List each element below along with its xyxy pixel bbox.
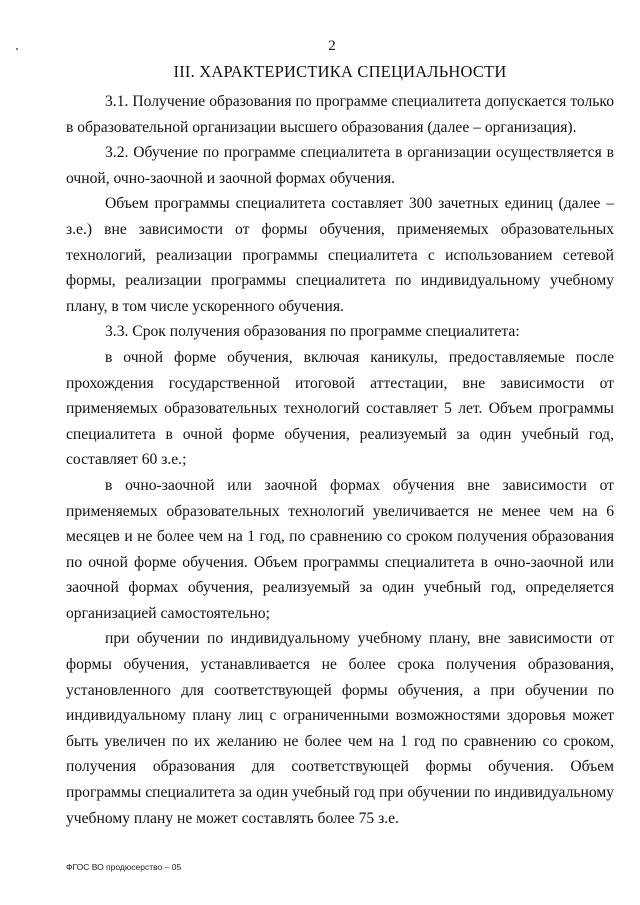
paragraph-part-time: в очно-заочной или заочной формах обучения вне зависимости от применяемых образовательных технологий увеличивается не менее чем на 6 месяцев и не более чем на 1 год, по сравнению со сроком получения образования по очной форме обучения. Объем программы специалитета в очно-заочной или заочной формах обучения, реализуемый за один учебный год, определяется организацией самостоятельно; [66, 476, 614, 622]
paragraph-individual-plan: при обучении по индивидуальному учебному плану, вне зависимости от формы обучения, устанавливается не более срока получения образования, установленного для соответствующей формы обучения, а при обучении по индивидуальному плану лиц с ограниченными возможностями здоровья может быть увеличен по их желанию не более чем на 1 год по сравнению со сроком, получения образования для соответствующей формы обучения. Объем программы специалитета за один учебный год при обучении по индивидуальному учебному плану не может составлять более 75 з.е. [66, 630, 614, 827]
footer-code: ФГОС ВО продюсерство – 05 [66, 862, 182, 872]
body-text [66, 89, 614, 831]
paragraph-volume: Объем программы специалитета составляет 300 зачетных единиц (далее – з.е.) вне зависимости от формы обучения, применяемых образовательных технологий, реализации программы специалитета с использованием сетевой формы, реализации программы специалитета по индивидуальному учебному плану, в том числе ускоренного обучения. [66, 195, 614, 315]
paragraph-3-2: 3.2. Обучение по программе специалитета в организации осуществляется в очной, очно-заочной и заочной формах обучения. [66, 144, 614, 187]
page-number: 2 [328, 38, 336, 54]
paragraph-3-1: 3.1. Получение образования по программе специалитета допускается только в образовательной организации высшего образования (далее – организация). [66, 93, 614, 136]
paragraph-3-3: 3.3. Срок получения образования по программе специалитета: [105, 323, 520, 341]
paragraph-full-time: в очной форме обучения, включая каникулы, предоставляемые после прохождения государственной итоговой аттестации, вне зависимости от применяемых образовательных технологий составляет 5 лет. Объем программы специалитета в очной форме обучения, реализуемый за один учебный год, составляет 60 з.е.; [66, 348, 614, 469]
section-title: III. ХАРАКТЕРИСТИКА СПЕЦИАЛЬНОСТИ [173, 62, 507, 81]
